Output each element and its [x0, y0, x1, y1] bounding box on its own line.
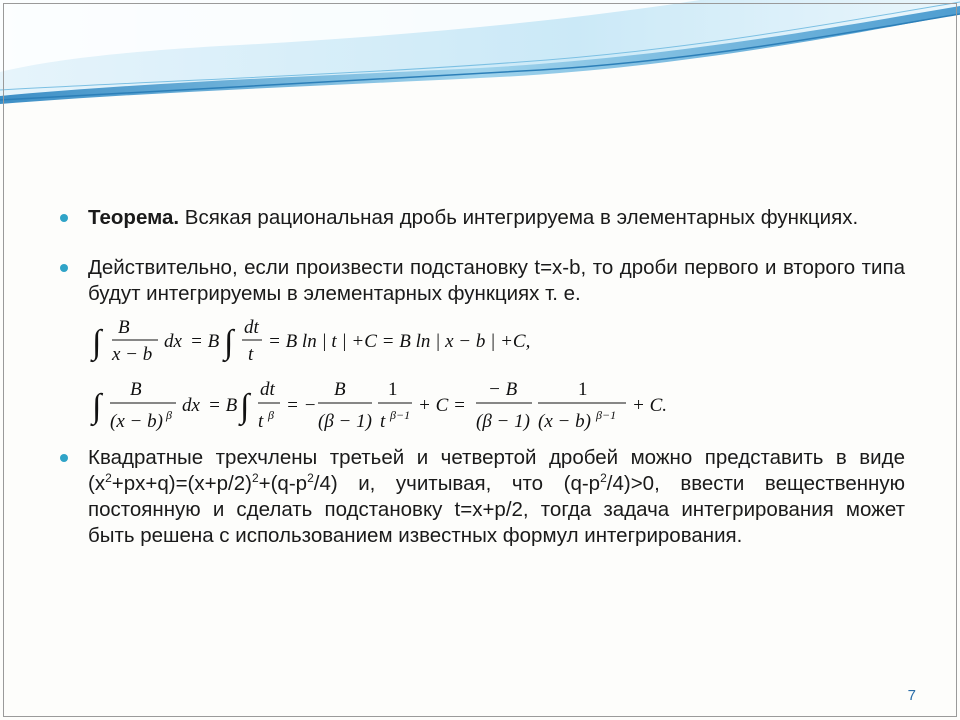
f2-num-B: B: [130, 379, 142, 400]
theorem-text: Всякая рациональная дробь интегрируема в элементарных функциях.: [179, 206, 859, 229]
page-number: 7: [907, 687, 916, 704]
integral-sign: ∫: [92, 324, 102, 361]
quadratic-text-3: +(q-p: [258, 472, 308, 495]
quadratic-sup-3: 2: [307, 471, 314, 486]
f1-eq1: = B: [190, 331, 220, 352]
slide-content: [60, 205, 905, 549]
bullet-dot-icon: [60, 264, 68, 272]
quadratic-text-2: +px+q)=(x+p/2): [111, 472, 252, 495]
bullet-quadratic: [60, 445, 905, 549]
f2-num-B2: B: [334, 379, 346, 400]
bullet-dot-icon: [60, 214, 68, 222]
f2-num-dt: dt: [260, 379, 275, 400]
integral-sign: ∫: [224, 324, 234, 361]
f2-eq1: = B: [208, 395, 238, 416]
f2-den-x-minus-b2: (x − b): [538, 411, 591, 432]
f2-den-t: t: [258, 411, 264, 432]
quadratic-text-1: Квадратные трехчлены третьей и четвертой дробей можно представить в виде (x: [88, 446, 905, 495]
f1-num-dt: dt: [244, 317, 259, 338]
f2-dx: dx: [182, 395, 200, 416]
substitution-text: Действительно, если произвести подстановку t=x-b, то дроби первого и второго типа будут интегрируемы в элементарных функциях т. е.: [88, 256, 905, 305]
header-wave-decoration: [0, 0, 960, 110]
quadratic-sup-2: 2: [251, 471, 259, 486]
f1-num-B: B: [118, 317, 130, 338]
formula-second-type: [90, 375, 790, 437]
f2-den: (x − b): [110, 411, 163, 432]
quadratic-text-4: /4) и, учитывая, что (q-p: [313, 472, 601, 495]
f2-den-t2: t: [380, 411, 386, 432]
f2-den-beta: β: [166, 408, 172, 422]
quadratic-text-5: /4)>0, ввести вещественную постоянную и сделать подстановку t=x+p/2, тогда задача интегрирования может быть решена с использованием известных формул интегрирования.: [88, 472, 905, 547]
f1-den-t: t: [248, 344, 254, 365]
f2-den-exp: β−1: [596, 408, 617, 422]
f2-plus-c-end: + C.: [632, 395, 667, 416]
f2-num-minus-B: − B: [488, 379, 518, 400]
f2-num-1b: 1: [578, 379, 588, 400]
f2-num-1: 1: [388, 379, 398, 400]
f2-den-beta-minus-1b: (β − 1): [476, 411, 530, 432]
f2-den-t2-exp: β−1: [390, 408, 411, 422]
f1-rest: = B ln | t | +C = B ln | x − b | +C,: [268, 331, 531, 352]
bullet-theorem: [60, 205, 905, 231]
formula-first-type: [90, 313, 610, 371]
quadratic-sup-1: 2: [105, 471, 112, 486]
quadratic-sup-4: 2: [600, 471, 607, 486]
theorem-label: Теорема.: [88, 206, 180, 229]
integral-sign: ∫: [240, 388, 250, 425]
bullet-dot-icon: [60, 454, 68, 462]
f1-den: x − b: [112, 344, 153, 365]
f2-den-beta-minus-1: (β − 1): [318, 411, 372, 432]
f1-dx: dx: [164, 331, 182, 352]
f2-den-t-beta: β: [268, 408, 274, 422]
f2-eq2: = −: [286, 395, 317, 416]
integral-sign: ∫: [92, 388, 102, 425]
f2-plus-c-eq: + C =: [418, 395, 466, 416]
bullet-substitution: [60, 255, 905, 307]
